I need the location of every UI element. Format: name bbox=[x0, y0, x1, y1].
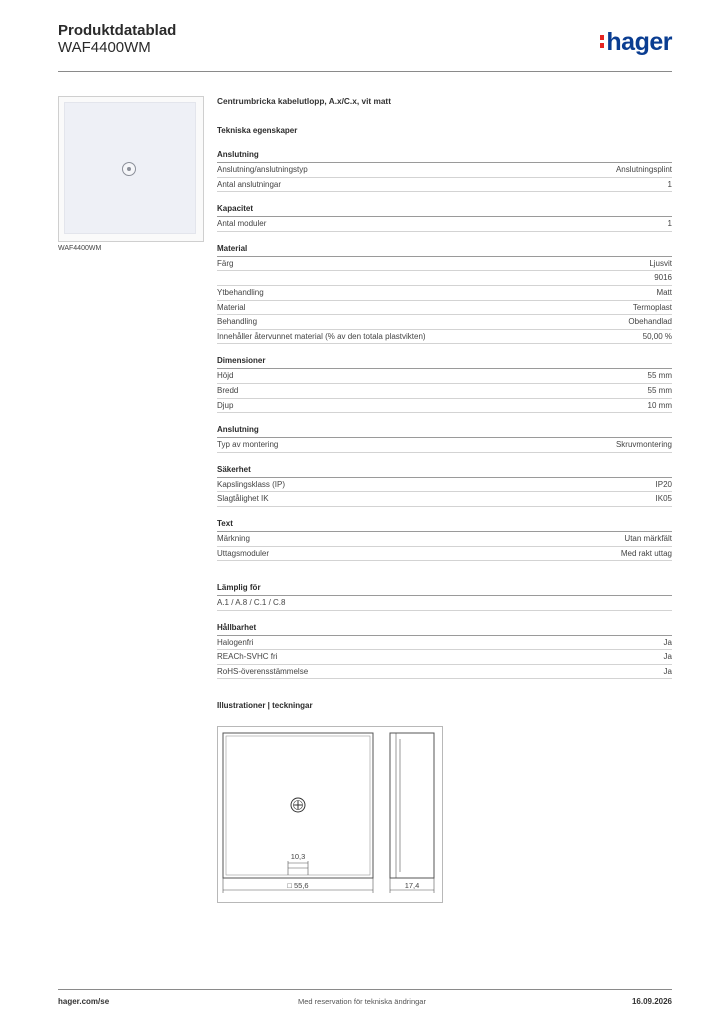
section-title: Lämplig för bbox=[217, 583, 672, 596]
spec-label: Färg bbox=[217, 258, 234, 268]
cable-outlet-icon bbox=[122, 162, 136, 176]
spec-row bbox=[217, 178, 672, 193]
spec-label: Behandling bbox=[217, 317, 258, 327]
spec-value: Ja bbox=[663, 666, 672, 676]
suitable-section bbox=[217, 583, 672, 611]
hager-logo bbox=[600, 28, 672, 57]
spec-row bbox=[217, 438, 672, 453]
spec-value: 9016 bbox=[654, 273, 672, 283]
section-title: Anslutning bbox=[217, 425, 672, 438]
spec-row bbox=[217, 399, 672, 414]
spec-row bbox=[217, 636, 672, 651]
technical-title: Tekniska egenskaper bbox=[217, 126, 298, 135]
product-image-caption: WAF4400WM bbox=[58, 245, 102, 252]
spec-label: Djup bbox=[217, 400, 234, 410]
spec-row bbox=[217, 547, 672, 562]
spec-label: Kapslingsklass (IP) bbox=[217, 479, 286, 489]
spec-row bbox=[217, 271, 672, 286]
spec-label: Slagtålighet IK bbox=[217, 494, 269, 504]
spec-label: RoHS-överensstämmelse bbox=[217, 666, 309, 676]
screw-icon bbox=[291, 798, 305, 812]
spec-label: Material bbox=[217, 302, 246, 312]
technical-drawing bbox=[217, 726, 443, 903]
spec-value: IK05 bbox=[655, 494, 672, 504]
spec-label: Innehåller återvunnet material (% av den totala plastvikten) bbox=[217, 331, 426, 341]
spec-label: Typ av montering bbox=[217, 440, 279, 450]
section-title: Hållbarhet bbox=[217, 623, 672, 636]
spec-row bbox=[217, 384, 672, 399]
product-code: WAF4400WM bbox=[58, 39, 151, 56]
product-name: Centrumbricka kabelutlopp, A.x/C.x, vit matt bbox=[217, 96, 391, 106]
spec-row bbox=[217, 301, 672, 316]
width-dimension: □ 55,6 bbox=[287, 881, 309, 890]
sustainability-section bbox=[217, 623, 672, 680]
spec-label: Ytbehandling bbox=[217, 287, 264, 297]
depth-dimension: 17,4 bbox=[404, 881, 420, 890]
spec-value: 1 bbox=[667, 219, 672, 229]
spec-row bbox=[217, 163, 672, 178]
spec-column bbox=[217, 96, 672, 713]
section-title: Anslutning bbox=[217, 150, 672, 163]
spec-row bbox=[217, 532, 672, 547]
spec-label: A.1 / A.8 / C.1 / C.8 bbox=[217, 598, 286, 608]
side-view-outline bbox=[390, 733, 434, 878]
spec-row bbox=[217, 369, 672, 384]
spec-label: REACh-SVHC fri bbox=[217, 652, 278, 662]
slot-dimension: 10,3 bbox=[290, 852, 306, 861]
spec-value: Ja bbox=[663, 637, 672, 647]
footer-divider bbox=[58, 989, 672, 990]
spec-value: Anslutningsplint bbox=[615, 165, 672, 174]
cover-plate bbox=[64, 102, 196, 234]
spec-sections bbox=[217, 150, 672, 561]
spec-label: Antal moduler bbox=[217, 219, 267, 229]
spec-row bbox=[217, 665, 672, 680]
section-title: Kapacitet bbox=[217, 204, 672, 217]
spec-row bbox=[217, 257, 672, 272]
header-divider bbox=[58, 71, 672, 72]
spec-value: Ljusvit bbox=[649, 258, 672, 268]
spec-row bbox=[217, 492, 672, 507]
section-title: Säkerhet bbox=[217, 465, 672, 478]
spec-value: Obehandlad bbox=[628, 317, 672, 327]
footer-date: 16.09.2026 bbox=[631, 997, 672, 1006]
product-image bbox=[58, 96, 204, 242]
page-title: Produktdatablad bbox=[58, 22, 177, 39]
spec-value: Skruvmontering bbox=[615, 440, 672, 450]
spec-value: Utan märkfält bbox=[624, 533, 672, 543]
spec-value: 55 mm bbox=[647, 371, 672, 381]
spec-row bbox=[217, 286, 672, 301]
spec-value: Termoplast bbox=[632, 302, 672, 312]
spec-value: 10 mm bbox=[647, 400, 672, 410]
spec-row bbox=[217, 650, 672, 665]
spec-value: 50,00 % bbox=[642, 331, 672, 341]
section-title: Dimensioner bbox=[217, 356, 672, 369]
cable-slot bbox=[288, 868, 308, 875]
spec-row bbox=[217, 330, 672, 345]
spec-label: Höjd bbox=[217, 371, 234, 381]
spec-value: 55 mm bbox=[647, 385, 672, 395]
footer-note: Med reservation för tekniska ändringar bbox=[298, 997, 426, 1006]
section-title: Material bbox=[217, 244, 672, 257]
spec-label: Halogenfri bbox=[217, 637, 254, 647]
illustrations-title: Illustrationer | teckningar bbox=[217, 701, 313, 711]
spec-label: Uttagsmoduler bbox=[217, 548, 270, 558]
spec-value: 1 bbox=[667, 179, 672, 189]
spec-row bbox=[217, 596, 672, 611]
spec-value: Matt bbox=[656, 287, 672, 297]
footer-website[interactable]: hager.com/se bbox=[58, 997, 110, 1006]
logo-text: hager bbox=[606, 28, 672, 56]
spec-label: Bredd bbox=[217, 385, 239, 395]
spec-value: IP20 bbox=[655, 479, 672, 489]
logo-dots-icon bbox=[600, 33, 604, 49]
spec-label: Märkning bbox=[217, 533, 250, 543]
spec-label: Anslutning/anslutningstyp bbox=[217, 165, 308, 174]
spec-row bbox=[217, 217, 672, 232]
spec-value: Med rakt uttag bbox=[620, 548, 672, 558]
spec-row bbox=[217, 478, 672, 493]
spec-row bbox=[217, 315, 672, 330]
spec-label: Antal anslutningar bbox=[217, 179, 282, 189]
spec-value: Ja bbox=[663, 652, 672, 662]
section-title: Text bbox=[217, 519, 672, 532]
